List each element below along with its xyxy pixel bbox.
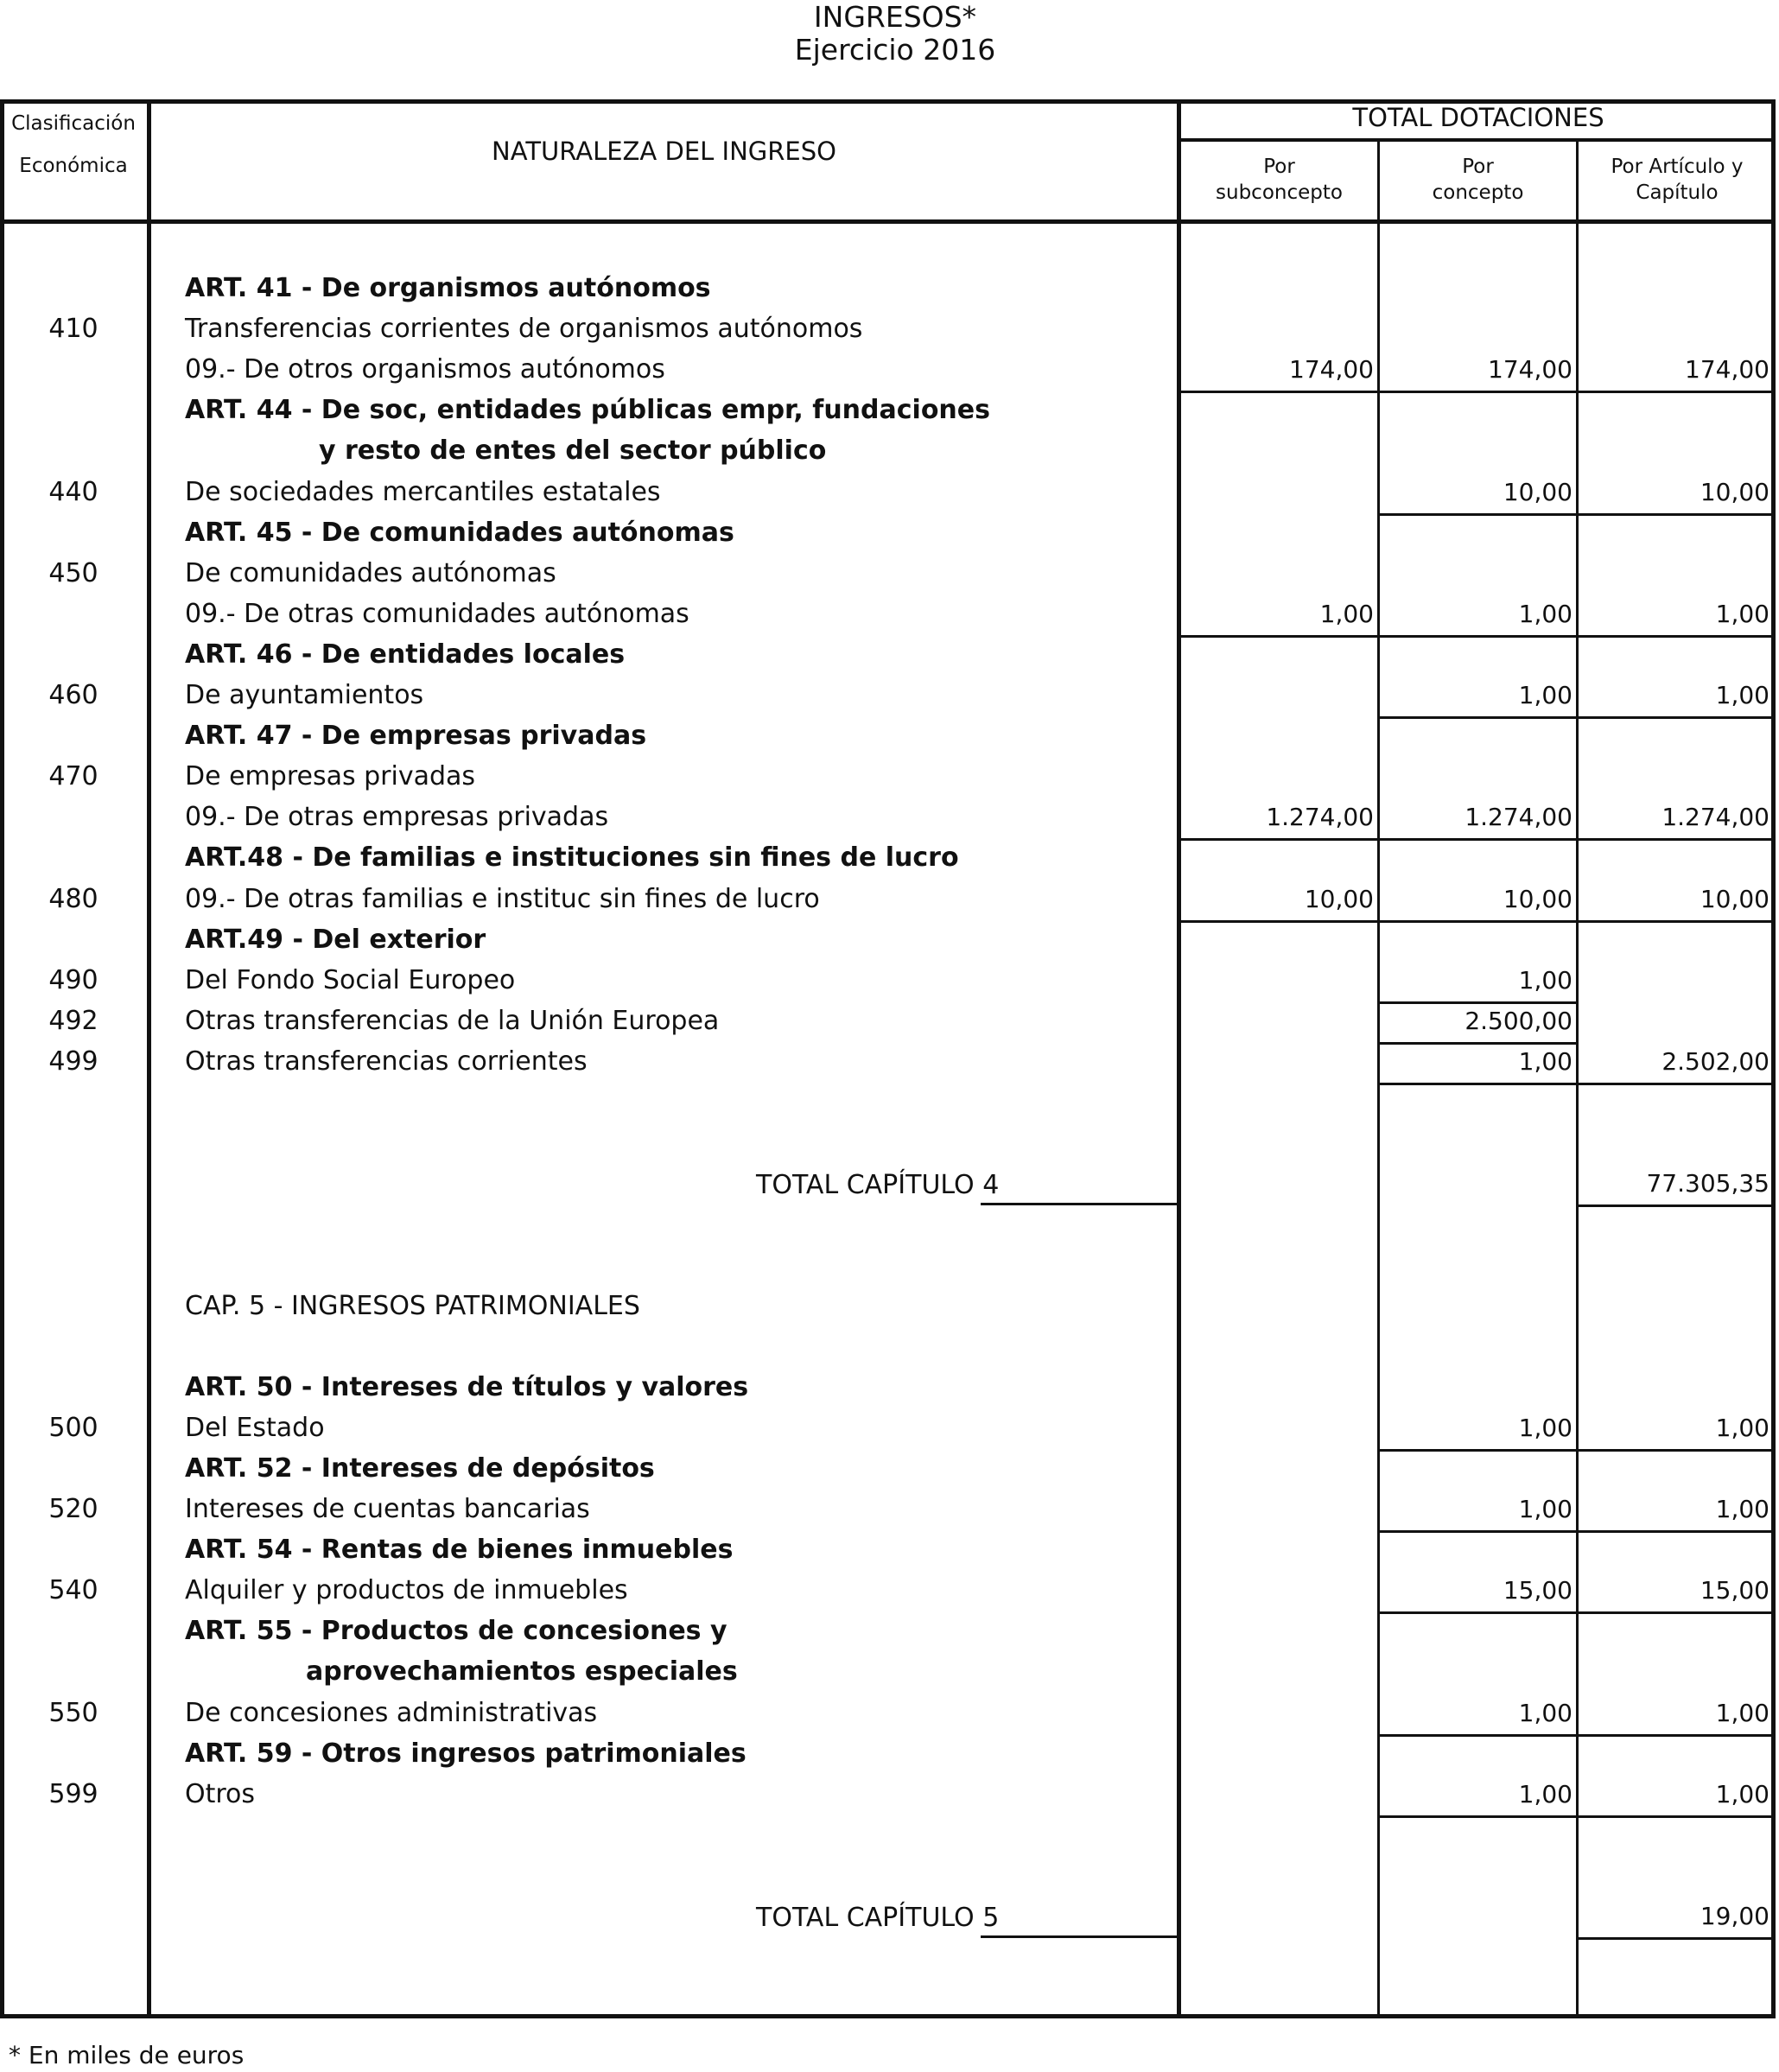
- amount-underline: [1380, 1530, 1576, 1533]
- row-code: 410: [48, 314, 98, 345]
- row-code: 490: [48, 964, 98, 995]
- amount-sub: 1,00: [1319, 599, 1374, 628]
- row-description: 09.- De otras familias e instituc sin fines de lucro: [185, 883, 820, 914]
- row-description: De ayuntamientos: [185, 680, 424, 710]
- row-description: aprovechamientos especiales: [306, 1656, 738, 1687]
- amount-con: 1.274,00: [1464, 803, 1573, 832]
- header-clasificacion: Clasificación: [11, 112, 136, 135]
- amount-art: 1,00: [1715, 1698, 1769, 1727]
- header-por-concepto-2: concepto: [1432, 181, 1524, 204]
- amount-underline: [1380, 1815, 1576, 1818]
- col-divider: [147, 99, 151, 2018]
- row-description: ART. 46 - De entidades locales: [185, 639, 626, 670]
- amount-con: 2.500,00: [1464, 1006, 1573, 1035]
- row-code: 450: [48, 557, 98, 588]
- header-total-dotaciones: TOTAL DOTACIONES: [1352, 103, 1604, 132]
- amount-underline: [1579, 1937, 1773, 1940]
- amount-underline: [1579, 635, 1773, 638]
- header-por-subconcepto-2: subconcepto: [1216, 181, 1343, 204]
- amount-con: 1,00: [1518, 965, 1573, 995]
- row-description: ART. 44 - De soc, entidades públicas empr, fundaciones: [185, 395, 990, 426]
- amount-art: 1,00: [1715, 599, 1769, 628]
- amount-art: 174,00: [1685, 355, 1769, 385]
- amount-art: 1,00: [1715, 681, 1769, 709]
- row-description: Transferencias corrientes de organismos autónomos: [185, 314, 863, 345]
- row-description: ART. 52 - Intereses de depósitos: [185, 1452, 655, 1484]
- total-underline: [981, 1935, 1177, 1938]
- amount-con: 15,00: [1503, 1576, 1573, 1605]
- amount-underline: [1380, 838, 1576, 841]
- amount-art: 1,00: [1715, 1495, 1769, 1523]
- row-description: De concesiones administrativas: [185, 1697, 598, 1728]
- row-code: 480: [48, 883, 98, 914]
- header-divider: [1177, 138, 1776, 142]
- amount-underline: [1579, 716, 1773, 719]
- amount-sub: 1.274,00: [1266, 803, 1374, 832]
- col-divider: [1177, 99, 1181, 2018]
- amount-art: 19,00: [1700, 1902, 1769, 1930]
- row-description: ART. 47 - De empresas privadas: [185, 721, 647, 752]
- amount-con: 1,00: [1518, 1413, 1573, 1442]
- row-description: De empresas privadas: [185, 761, 476, 792]
- amount-art: 15,00: [1700, 1576, 1769, 1605]
- amount-sub: 10,00: [1304, 884, 1374, 913]
- row-description: Intereses de cuentas bancarias: [185, 1494, 590, 1524]
- row-description: ART. 41 - De organismos autónomos: [185, 273, 711, 303]
- page-subtitle: Ejercicio 2016: [794, 33, 996, 67]
- amount-underline: [1181, 838, 1377, 841]
- amount-con: 1,00: [1518, 599, 1573, 628]
- amount-underline: [1380, 635, 1576, 638]
- row-code: 460: [48, 680, 98, 710]
- row-description: CAP. 5 - INGRESOS PATRIMONIALES: [185, 1290, 640, 1321]
- amount-sub: 174,00: [1289, 355, 1374, 385]
- header-economica: Económica: [19, 155, 128, 177]
- chapter-total-label: TOTAL CAPÍTULO 5: [756, 1903, 1000, 1933]
- page-title: INGRESOS*: [813, 0, 977, 34]
- row-code: 440: [48, 476, 98, 507]
- row-description: ART.49 - Del exterior: [185, 924, 486, 955]
- footnote: * En miles de euros: [9, 2041, 245, 2069]
- total-underline: [981, 1203, 1177, 1205]
- amount-underline: [1579, 1449, 1773, 1452]
- row-description: Alquiler y productos de inmuebles: [185, 1575, 628, 1606]
- row-description: 09.- De otros organismos autónomos: [185, 354, 665, 385]
- header-naturaleza: NATURALEZA DEL INGRESO: [492, 137, 836, 166]
- amount-underline: [1380, 391, 1576, 393]
- amount-underline: [1579, 1734, 1773, 1737]
- col-divider: [1576, 140, 1579, 2018]
- row-code: 550: [48, 1697, 98, 1728]
- chapter-total-label: TOTAL CAPÍTULO 4: [756, 1170, 1000, 1201]
- row-description: 09.- De otras comunidades autónomas: [185, 598, 689, 629]
- amount-underline: [1181, 635, 1377, 638]
- amount-underline: [1380, 1449, 1576, 1452]
- amount-art: 2.502,00: [1661, 1046, 1769, 1076]
- amount-underline: [1579, 1083, 1773, 1085]
- amount-underline: [1181, 391, 1377, 393]
- row-description: Del Fondo Social Europeo: [185, 964, 516, 995]
- amount-underline: [1579, 1204, 1773, 1207]
- row-code: 540: [48, 1575, 98, 1606]
- header-por-articulo-1: Por Artículo y: [1611, 156, 1744, 178]
- row-code: 492: [48, 1005, 98, 1036]
- header-por-articulo-2: Capítulo: [1636, 181, 1719, 204]
- amount-underline: [1579, 513, 1773, 516]
- row-description: Del Estado: [185, 1412, 325, 1443]
- amount-underline: [1181, 920, 1377, 923]
- row-code: 520: [48, 1494, 98, 1524]
- row-description: ART. 59 - Otros ingresos patrimoniales: [185, 1738, 747, 1769]
- amount-con: 1,00: [1518, 1046, 1573, 1076]
- amount-art: 77.305,35: [1646, 1169, 1769, 1198]
- amount-underline: [1579, 1611, 1773, 1614]
- amount-con: 10,00: [1503, 884, 1573, 913]
- row-code: 499: [48, 1046, 98, 1077]
- amount-underline: [1380, 1001, 1576, 1004]
- amount-con: 1,00: [1518, 681, 1573, 709]
- amount-underline: [1579, 1815, 1773, 1818]
- amount-con: 1,00: [1518, 1698, 1573, 1727]
- row-description: ART.48 - De familias e instituciones sin fines de lucro: [185, 842, 959, 874]
- row-description: De sociedades mercantiles estatales: [185, 476, 661, 507]
- amount-art: 1,00: [1715, 1413, 1769, 1442]
- amount-underline: [1380, 716, 1576, 719]
- amount-art: 1,00: [1715, 1779, 1769, 1808]
- header-por-concepto-1: Por: [1462, 156, 1494, 178]
- amount-con: 174,00: [1488, 355, 1573, 385]
- row-description: De comunidades autónomas: [185, 557, 556, 588]
- amount-con: 1,00: [1518, 1495, 1573, 1523]
- row-code: 500: [48, 1412, 98, 1443]
- amount-underline: [1380, 1083, 1576, 1085]
- row-description: Otros: [185, 1778, 256, 1809]
- amount-underline: [1579, 838, 1773, 841]
- amount-con: 1,00: [1518, 1779, 1573, 1808]
- amount-underline: [1380, 920, 1576, 923]
- row-description: ART. 55 - Productos de concesiones y: [185, 1616, 727, 1647]
- amount-underline: [1380, 513, 1576, 516]
- amount-underline: [1380, 1611, 1576, 1614]
- amount-underline: [1579, 391, 1773, 393]
- header-por-subconcepto-1: Por: [1263, 156, 1295, 178]
- amount-con: 10,00: [1503, 477, 1573, 506]
- amount-underline: [1380, 1734, 1576, 1737]
- amount-art: 1.274,00: [1661, 803, 1769, 832]
- amount-art: 10,00: [1700, 477, 1769, 506]
- amount-underline: [1380, 1042, 1576, 1045]
- row-code: 599: [48, 1778, 98, 1809]
- amount-art: 10,00: [1700, 884, 1769, 913]
- col-divider: [1377, 140, 1380, 2018]
- row-description: y resto de entes del sector público: [319, 435, 827, 467]
- row-description: ART. 50 - Intereses de títulos y valores: [185, 1371, 749, 1402]
- amount-underline: [1579, 920, 1773, 923]
- row-description: ART. 45 - De comunidades autónomas: [185, 517, 734, 548]
- amount-underline: [1579, 1530, 1773, 1533]
- header-bottom-rule: [0, 219, 1776, 224]
- row-code: 470: [48, 761, 98, 792]
- row-description: ART. 54 - Rentas de bienes inmuebles: [185, 1535, 734, 1566]
- row-description: Otras transferencias corrientes: [185, 1046, 588, 1077]
- row-description: Otras transferencias de la Unión Europea: [185, 1005, 720, 1036]
- row-description: 09.- De otras empresas privadas: [185, 802, 609, 833]
